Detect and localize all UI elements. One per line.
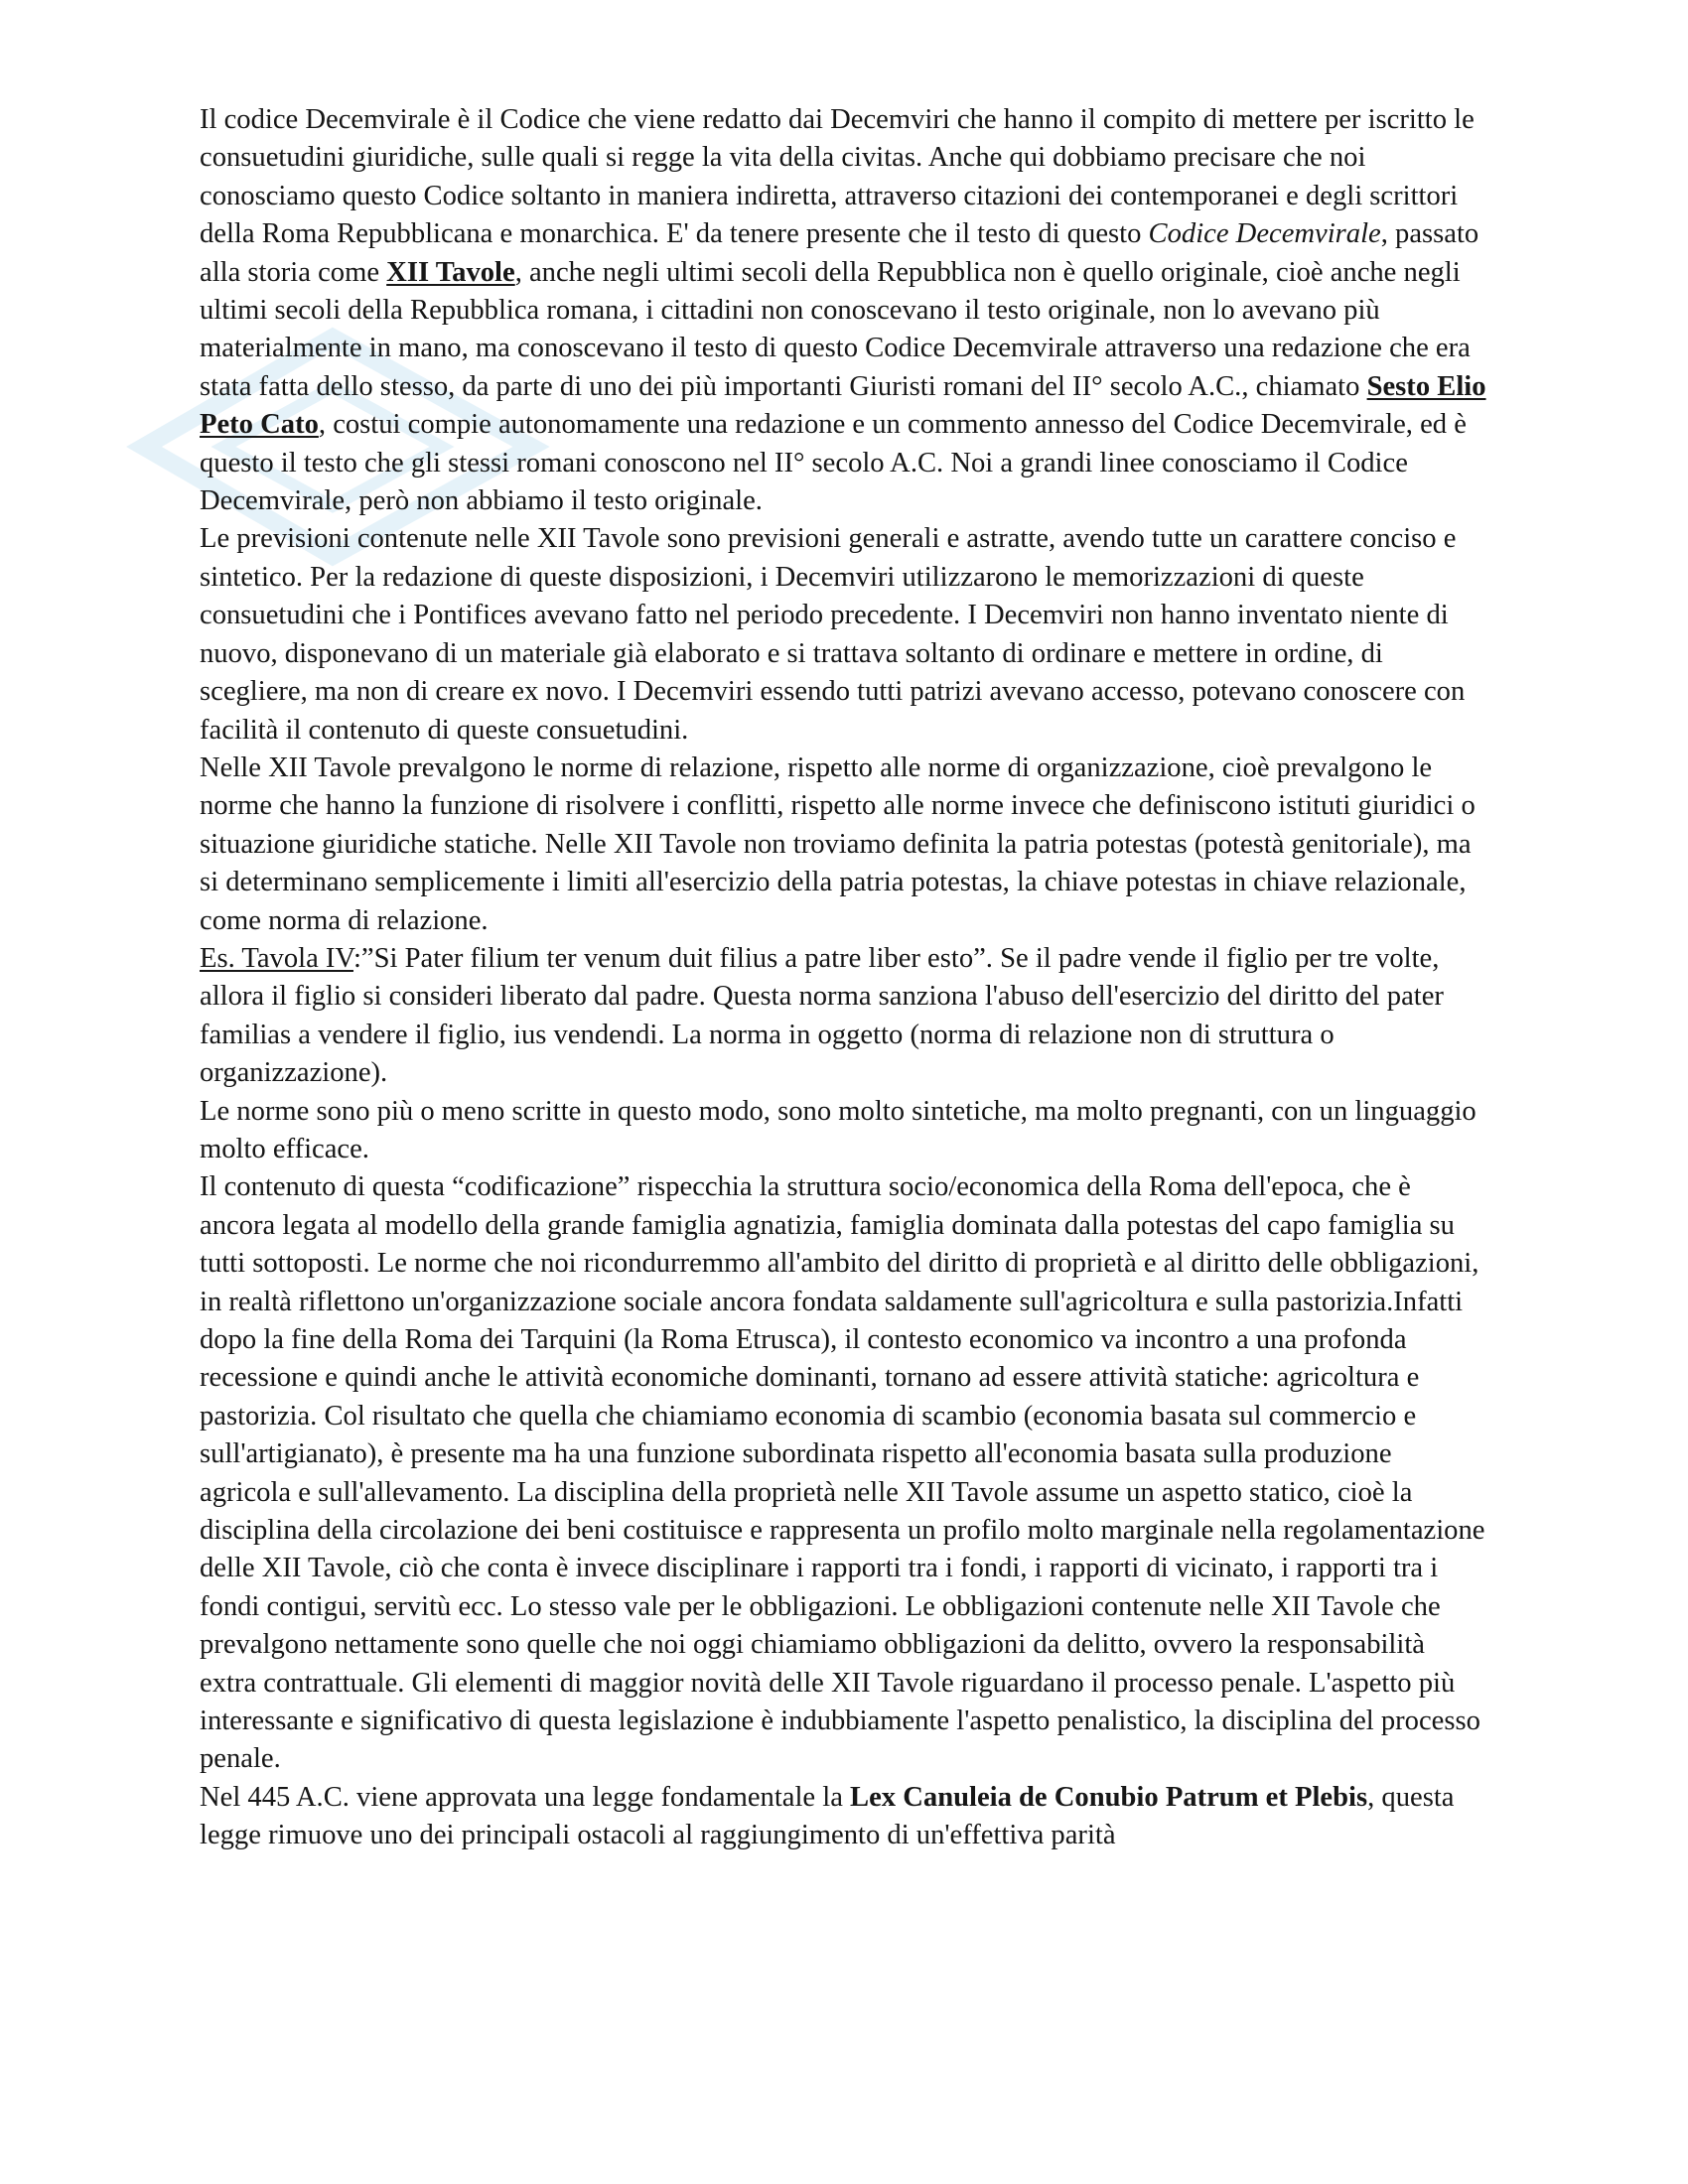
paragraph-codice-decemvirale (200, 101, 1487, 520)
paragraph-norme-relazione: Nelle XII Tavole prevalgono le norme di relazione, rispetto alle norme di organizzazione, cioè prevalgono le norme che hanno la funzione di risolvere i conflitti, rispetto alle norme invece che definiscono istituti giuridici o situazione giuridiche statiche. Nelle XII Tavole non troviamo definita la patria potestas (potestà genitoriale), ma si determinano semplicemente i limiti all'esercizio della patria potestas, la chiave potestas in chiave relazionale, come norma di relazione. (200, 751, 1476, 936)
paragraph-norme-sintetiche: Le norme sono più o meno scritte in questo modo, sono molto sintetiche, ma molto pregnanti, con un linguaggio molto efficace. (200, 1095, 1477, 1164)
p1-text-c: , anche negli ultimi secoli della Repubblica non è quello originale, cioè anche negli ultimi secoli della Repubblica romana, i cittadini non conoscevano il testo originale, non lo avevano più materialmente in mano, ma conoscevano il testo di questo Codice Decemvirale attraverso una redazione che era stata fatta dello stesso, da parte di uno dei più importanti Giuristi romani del II° secolo A.C., chiamato (200, 256, 1471, 402)
paragraph-tavola-iv (200, 940, 1487, 1093)
p7-bold-lex-canuleia: Lex Canuleia de Conubio Patrum et Plebis (850, 1781, 1368, 1813)
p7-text-b: , questa legge rimuove uno dei principali ostacoli al raggiungimento di un'effettiva parità (200, 1781, 1455, 1851)
p4-underlined-tavola: Es. Tavola IV (200, 942, 353, 974)
p1-text-d: , costui compie autonomamente una redazione e un commento annesso del Codice Decemvirale, ed è questo il testo che gli stessi romani conoscono nel II° secolo A.C. Noi a grandi linee conosciamo il Codice Decemvirale, però non abbiamo il testo originale. (200, 409, 1467, 517)
p1-bold-sesto-elio: Sesto Elio Peto Cato (200, 370, 1486, 441)
p1-text-a: Il codice Decemvirale è il Codice che viene redatto dai Decemviri che hanno il compito di mettere per iscritto le consuetudini giuridiche, sulle quali si regge la vita della civitas. Anche qui dobbiamo precisare che noi conosciamo questo Codice soltanto in maniera indiretta, attraverso citazioni dei contemporanei e degli scrittori della Roma Repubblicana e monarchica. E' da tenere presente che il testo di questo (200, 104, 1475, 250)
p1-text-b: , passato alla storia come (200, 218, 1479, 288)
p4-text-rest: :”Si Pater filium ter venum duit filius a patre liber esto”. Se il padre vende il figlio per tre volte, allora il figlio si consideri liberato dal padre. Questa norma sanziona l'abuso dell'esercizio del diritto del pater familias a vendere il figlio, ius vendendi. La norma in oggetto (norma di relazione non di struttura o organizzazione). (200, 942, 1444, 1089)
p7-text-a: Nel 445 A.C. viene approvata una legge fondamentale la (200, 1781, 851, 1813)
document-body (200, 101, 1487, 1855)
paragraph-previsioni: Le previsioni contenute nelle XII Tavole sono previsioni generali e astratte, avendo tutte un carattere conciso e sintetico. Per la redazione di queste disposizioni, i Decemviri utilizzarono le memorizzazioni di queste consuetudini che i Pontifices avevano fatto nel periodo precedente. I Decemviri non hanno inventato niente di nuovo, disponevano di un materiale già elaborato e si trattava soltanto di ordinare e mettere in ordine, di scegliere, ma non di creare ex novo. I Decemviri essendo tutti patrizi avevano accesso, potevano conoscere con facilità il contenuto di queste consuetudini. (200, 523, 1466, 746)
paragraph-codificazione: Il contenuto di questa “codificazione” rispecchia la struttura socio/economica della Roma dell'epoca, che è ancora legata al modello della grande famiglia agnatizia, famiglia dominata dalla potestas del capo famiglia su tutti sottoposti. Le norme che noi ricondurremmo all'ambito del diritto di proprietà e al diritto delle obbligazioni, in realtà riflettono un'organizzazione sociale ancora fondata saldamente sull'agricoltura e sulla pastorizia.Infatti dopo la fine della Roma dei Tarquini (la Roma Etrusca), il contesto economico va incontro a una profonda recessione e quindi anche le attività economiche dominanti, tornano ad essere attività statiche: agricoltura e pastorizia. Col risultato che quella che chiamiamo economia di scambio (economia basata sul commercio e sull'artigianato), è presente ma ha una funzione subordinata rispetto all'economia basata sulla produzione agricola e sull'allevamento. La disciplina della proprietà nelle XII Tavole assume un aspetto statico, cioè la disciplina della circolazione dei beni costituisce e rappresenta un profilo molto marginale nella regolamentazione delle XII Tavole, ciò che conta è invece disciplinare i rapporti tra i fondi, i rapporti di vicinato, i rapporti tra i fondi contigui, servitù ecc. Lo stesso vale per le obbligazioni. Le obbligazioni contenute nelle XII Tavole che prevalgono nettamente sono quelle che noi oggi chiamiamo obbligazioni da delitto, ovvero la responsabilità extra contrattuale. Gli elementi di maggior novità delle XII Tavole riguardano il processo penale. L'aspetto più interessante e significativo di questa legislazione è indubbiamente l'aspetto penalistico, la disciplina del processo penale. (200, 1171, 1485, 1775)
paragraph-lex-canuleia (200, 1779, 1487, 1855)
p1-italic-codice: Codice Decemvirale (1148, 218, 1381, 250)
p1-bold-xii-tavole: XII Tavole (386, 256, 515, 288)
